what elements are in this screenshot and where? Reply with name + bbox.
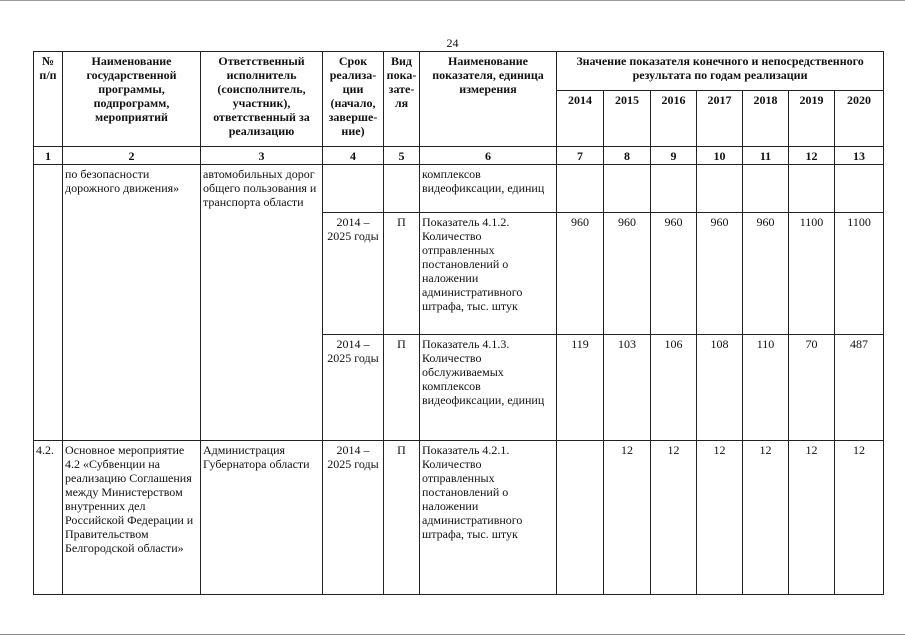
row-value: 110 <box>743 335 789 441</box>
column-number: 8 <box>604 147 651 165</box>
row-value: 106 <box>651 335 697 441</box>
row-term: 2014 – 2025 годы <box>323 441 384 595</box>
row-value: 12 <box>697 441 743 595</box>
program-indicators-table <box>33 51 884 595</box>
column-number: 12 <box>789 147 835 165</box>
row-type: П <box>384 441 420 595</box>
page-number: 24 <box>446 36 459 50</box>
row-value: 960 <box>697 213 743 335</box>
row-value: 1100 <box>789 213 835 335</box>
column-number: 3 <box>201 147 323 165</box>
row-value <box>743 165 789 213</box>
row-value: 960 <box>557 213 604 335</box>
column-number: 6 <box>420 147 557 165</box>
row-type <box>384 165 420 213</box>
column-number: 13 <box>835 147 884 165</box>
row-value <box>789 165 835 213</box>
row-value: 108 <box>697 335 743 441</box>
row-term <box>323 165 384 213</box>
header-year: 2014 <box>557 91 604 147</box>
column-number: 5 <box>384 147 420 165</box>
row-value <box>697 165 743 213</box>
row-value <box>557 165 604 213</box>
row-indicator: Показатель 4.1.3. Количество обслуживаемых комплексов видеофиксации, единиц <box>420 335 557 441</box>
row-type: П <box>384 335 420 441</box>
column-number: 11 <box>743 147 789 165</box>
header-year: 2018 <box>743 91 789 147</box>
table-row <box>34 441 884 595</box>
row-value <box>651 165 697 213</box>
column-number: 1 <box>34 147 63 165</box>
row-value: 960 <box>743 213 789 335</box>
header-year: 2020 <box>835 91 884 147</box>
row-name: по безопасности дорожного движения» <box>63 165 201 441</box>
row-value: 70 <box>789 335 835 441</box>
row-indicator: Показатель 4.2.1. Количество отправленных постановлений о наложении административного штрафа, тыс. штук <box>420 441 557 595</box>
row-indicator: комплексов видеофиксации, единиц <box>420 165 557 213</box>
row-value: 12 <box>651 441 697 595</box>
row-value: 960 <box>651 213 697 335</box>
row-responsible: автомобильных дорог общего пользования и транспорта области <box>201 165 323 441</box>
column-number-row <box>34 147 884 165</box>
scan-edge-top <box>0 0 905 1</box>
column-number: 7 <box>557 147 604 165</box>
header-type: Вид пока-зате-ля <box>384 52 420 147</box>
row-num <box>34 165 63 441</box>
row-value: 487 <box>835 335 884 441</box>
row-value: 12 <box>604 441 651 595</box>
row-term: 2014 – 2025 годы <box>323 213 384 335</box>
header-year: 2015 <box>604 91 651 147</box>
row-value: 12 <box>789 441 835 595</box>
table-row <box>34 165 884 213</box>
column-number: 9 <box>651 147 697 165</box>
row-value: 1100 <box>835 213 884 335</box>
header-num: № п/п <box>34 52 63 147</box>
row-value <box>557 441 604 595</box>
row-value: 103 <box>604 335 651 441</box>
header-term: Срок реализа-ции (начало, заверше-ние) <box>323 52 384 147</box>
header-year: 2019 <box>789 91 835 147</box>
row-num: 4.2. <box>34 441 63 595</box>
row-value: 119 <box>557 335 604 441</box>
scan-edge-bottom <box>0 634 905 635</box>
header-name: Наименование государственной программы, подпрограмм, мероприятий <box>63 52 201 147</box>
column-number: 10 <box>697 147 743 165</box>
row-value: 960 <box>604 213 651 335</box>
row-indicator: Показатель 4.1.2. Количество отправленных постановлений о наложении административного штрафа, тыс. штук <box>420 213 557 335</box>
header-responsible: Ответственный исполнитель (соисполнитель, участник), ответственный за реализацию <box>201 52 323 147</box>
header-year: 2017 <box>697 91 743 147</box>
row-value <box>604 165 651 213</box>
header-indicator: Наименование показателя, единица измерения <box>420 52 557 147</box>
column-number: 2 <box>63 147 201 165</box>
row-value <box>835 165 884 213</box>
row-type: П <box>384 213 420 335</box>
row-value: 12 <box>835 441 884 595</box>
row-term: 2014 – 2025 годы <box>323 335 384 441</box>
row-responsible: Администрация Губернатора области <box>201 441 323 595</box>
row-name: Основное мероприятие 4.2 «Субвенции на реализацию Соглашения между Министерством внутренних дел Российской Федерации и Правительством Белгородской области» <box>63 441 201 595</box>
row-value: 12 <box>743 441 789 595</box>
header-year: 2016 <box>651 91 697 147</box>
column-number: 4 <box>323 147 384 165</box>
header-values-group: Значение показателя конечного и непосредственного результата по годам реализации <box>557 52 884 91</box>
